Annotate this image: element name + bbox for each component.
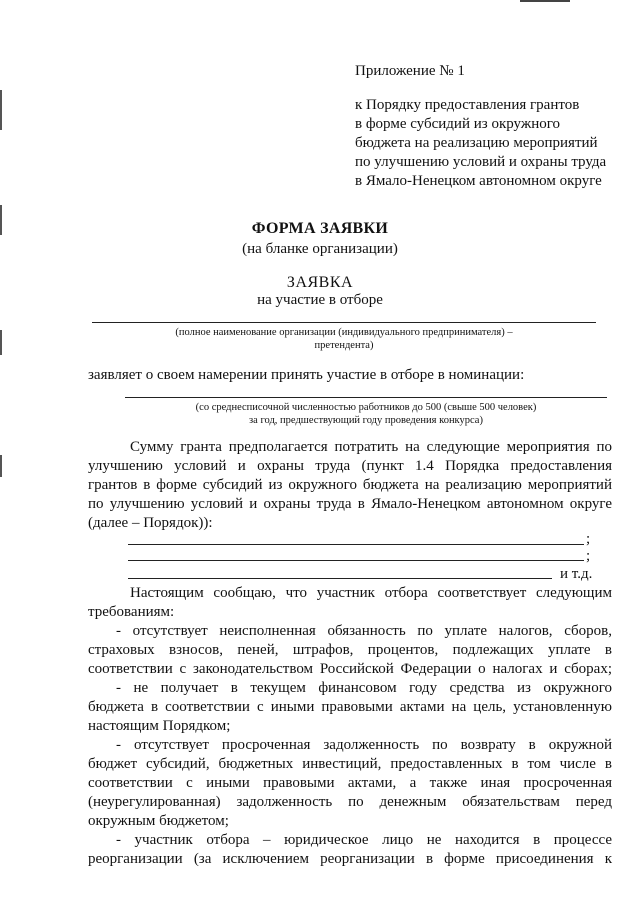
requirement-line: бюджет субсидий, бюджетных инвестиций, предоставленных в том числе в <box>88 756 612 772</box>
activity-etc: и т.д. <box>560 566 593 582</box>
caption-line: за год, предшествующий году проведения конкурса) <box>249 415 483 426</box>
appendix-number: Приложение № 1 <box>355 63 465 79</box>
activity-semicolon: ; <box>586 531 591 547</box>
grant-paragraph-line: (далее – Порядок)): <box>88 515 213 531</box>
organization-name-line[interactable] <box>92 322 596 323</box>
nomination-caption <box>125 401 607 427</box>
caption-line: (со среднесписочной численностью работников до 500 (свыше 500 человек) <box>195 402 537 413</box>
requirement-line: настоящим Порядком; <box>88 718 231 734</box>
requirement-line: бюджета в соответствии с иными правовыми актами на цель, установленную <box>88 699 612 715</box>
requirement-line: соответствии с законодательством Российской Федерации о налогах и сборах; <box>88 661 612 677</box>
appendix-header <box>355 62 606 191</box>
requirement-line: - участник отбора – юридическое лицо не находится в процессе <box>116 832 612 848</box>
application-title: ЗАЯВКА <box>286 274 354 291</box>
scan-edge-mark <box>0 330 2 355</box>
grant-paragraph-line: грантов в форме субсидий из окружного бюджета на реализацию мероприятий <box>88 477 612 493</box>
notice-line: Настоящим сообщаю, что участник отбора соответствует следующим <box>130 585 612 601</box>
requirement-line: окружным бюджетом; <box>88 813 229 829</box>
requirement-line: - отсутствует просроченная задолженность по возврату в окружной <box>116 737 612 753</box>
grant-paragraph-line: Сумму гранта предполагается потратить на следующие мероприятия по <box>130 439 612 455</box>
requirement-line: страховых взносов, пеней, штрафов, процентов, подлежащих уплате в <box>88 642 612 658</box>
appendix-line: к Порядку предоставления грантов <box>355 97 580 113</box>
requirement-line: соответствии с иными правовыми актами, а также иная просроченная <box>88 775 612 791</box>
activity-line[interactable] <box>128 560 584 561</box>
notice-line: требованиям: <box>88 604 175 620</box>
nomination-line[interactable] <box>125 397 607 398</box>
activity-line[interactable] <box>128 544 584 545</box>
requirement-line: - отсутствует неисполненная обязанность по уплате налогов, сборов, <box>116 623 612 639</box>
declaration-text: заявляет о своем намерении принять участие в отборе в номинации: <box>88 367 525 383</box>
form-title: ФОРМА ЗАЯВКИ <box>251 220 389 237</box>
appendix-line: бюджета на реализацию мероприятий <box>355 135 598 151</box>
scan-edge-mark <box>0 455 2 477</box>
appendix-line: по улучшению условий и охраны труда <box>355 154 607 170</box>
scan-edge-mark <box>0 90 2 130</box>
activity-semicolon: ; <box>586 548 591 564</box>
form-subtitle: (на бланке организации) <box>242 241 398 257</box>
requirement-line: (неурегулированная) задолженность по денежным обязательствам перед <box>88 794 612 810</box>
scan-top-mark <box>520 0 570 2</box>
appendix-line: в форме субсидий из окружного <box>355 116 561 132</box>
organization-caption <box>88 326 600 352</box>
requirement-line: реорганизации (за исключением реорганизации в форме присоединения к <box>88 851 612 867</box>
appendix-line: в Ямало-Ненецком автономном округе <box>355 173 602 189</box>
grant-paragraph-line: улучшению условий и охраны труда (пункт 1.4 Порядка предоставления <box>88 458 612 474</box>
activity-line[interactable] <box>128 578 552 579</box>
grant-paragraph-line: по улучшению условий и охраны труда в Ямало-Ненецком автономном округе <box>88 496 612 512</box>
caption-line: (полное наименование организации (индивидуального предпринимателя) – <box>175 327 513 338</box>
requirement-line: - не получает в текущем финансовом году средства из окружного <box>116 680 612 696</box>
caption-line: претендента) <box>314 340 374 351</box>
application-subtitle: на участие в отборе <box>257 292 383 308</box>
